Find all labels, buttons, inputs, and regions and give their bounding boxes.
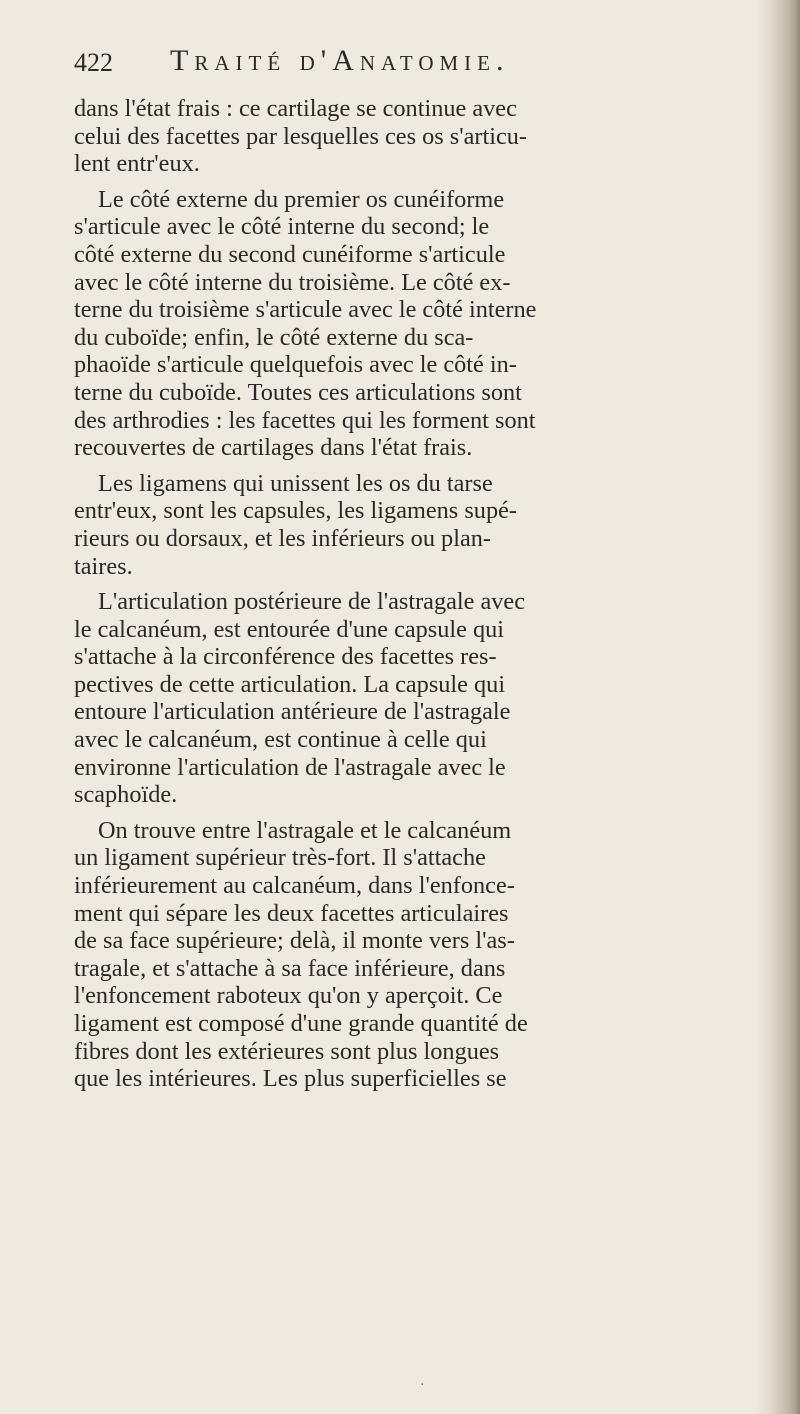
paragraph (74, 588, 714, 809)
page-number: 422 (74, 48, 113, 77)
text-line: terne du cuboïde. Toutes ces articulations sont (74, 378, 522, 406)
text-line: du cuboïde; enfin, le côté externe du sca- (74, 323, 474, 351)
text-line: avec le côté interne du troisième. Le côté ex- (74, 268, 511, 296)
text-line: scaphoïde. (74, 781, 178, 809)
text-line: côté externe du second cunéiforme s'articule (74, 240, 506, 268)
paragraph (74, 817, 714, 1093)
text-line: L'articulation postérieure de l'astragale avec (98, 588, 525, 616)
text-line: que les intérieures. Les plus superficielles se (74, 1065, 507, 1093)
text-line: taires. (74, 552, 133, 580)
text-line: Les ligamens qui unissent les os du tarse (98, 469, 493, 497)
text-line: des arthrodies : les facettes qui les forment sont (74, 406, 536, 434)
text-line: ligament est composé d'une grande quantité de (74, 1010, 528, 1037)
text-line: entoure l'articulation antérieure de l'astragale (74, 698, 511, 726)
body-text (74, 95, 714, 1093)
text-line: s'articule avec le côté interne du second; le (74, 213, 490, 241)
text-line: un ligament supérieur très-fort. Il s'attache (74, 844, 486, 872)
text-line: de sa face supérieure; delà, il monte vers l'as- (74, 927, 515, 955)
text-line: fibres dont les extérieures sont plus longues (74, 1037, 500, 1065)
text-line: rieurs ou dorsaux, et les inférieurs ou plan- (74, 524, 491, 552)
paragraph (74, 470, 714, 580)
text-line: phaoïde s'articule quelquefois avec le côté in- (74, 351, 517, 379)
paragraph (74, 186, 714, 462)
text-line: environne l'articulation de l'astragale avec le (74, 753, 506, 781)
ink-speck: · (420, 1378, 425, 1393)
text-line: recouvertes de cartilages dans l'état frais. (74, 434, 473, 462)
text-line: le calcanéum, est entourée d'une capsule qui (74, 615, 505, 643)
text-line: inférieurement au calcanéum, dans l'enfonce- (74, 872, 515, 900)
text-line: ment qui sépare les deux facettes articulaires (74, 899, 509, 927)
running-title: Traité d'Anatomie. (170, 44, 510, 77)
paragraph (74, 95, 714, 178)
text-line: tragale, et s'attache à sa face inférieure, dans (74, 954, 506, 982)
text-line: terne du troisième s'articule avec le côté interne (74, 296, 537, 324)
text-line: Le côté externe du premier os cunéiforme (98, 185, 505, 213)
text-line: entr'eux, sont les capsules, les ligamens supé- (74, 497, 517, 525)
text-line: l'enfoncement raboteux qu'on y aperçoit. Ce (74, 982, 503, 1010)
text-line: celui des facettes par lesquelles ces os s'articu- (74, 122, 528, 150)
text-line: pectives de cette articulation. La capsule qui (74, 670, 506, 698)
running-head (74, 44, 694, 84)
text-line: On trouve entre l'astragale et le calcanéum (98, 816, 512, 844)
text-line: avec le calcanéum, est continue à celle qui (74, 726, 487, 754)
text-line: lent entr'eux. (74, 150, 200, 178)
page-binding-edge (756, 0, 800, 1414)
text-line: s'attache à la circonférence des facettes res- (74, 643, 497, 671)
text-line: dans l'état frais : ce cartilage se continue avec (74, 95, 517, 122)
